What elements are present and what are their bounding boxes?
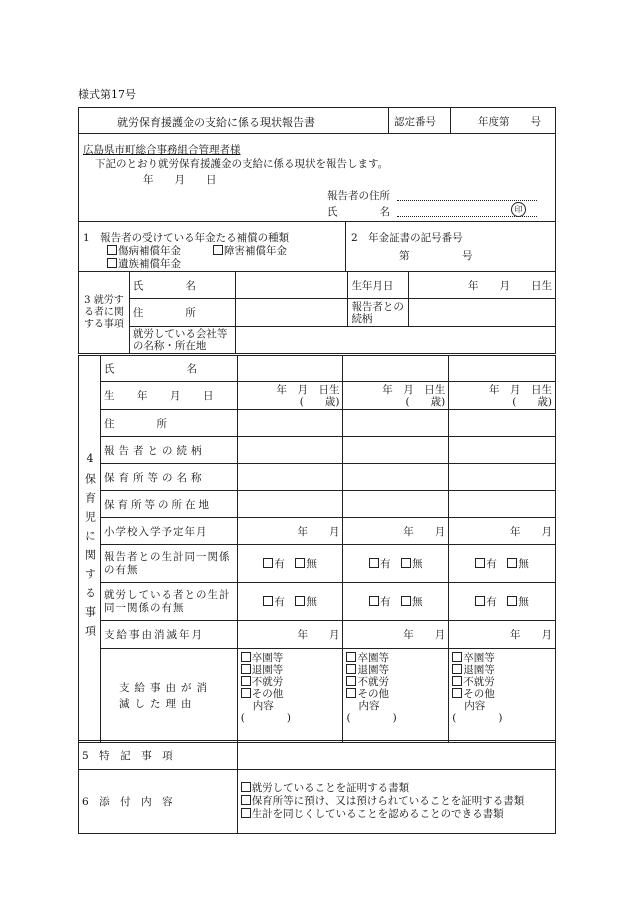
nursery-name-label: 保育所等の名称	[100, 464, 237, 491]
child1-end-date[interactable]: 年 月	[237, 621, 343, 649]
child-name-label: 氏 名	[100, 356, 237, 382]
child2-school-entry[interactable]: 年 月	[343, 518, 449, 545]
child3-end-date[interactable]: 年 月	[449, 621, 556, 649]
remarks-label: 5 特 記 事 項	[79, 741, 238, 770]
addressee: 広島県市町総合事務組合管理者様	[83, 144, 241, 156]
report-header	[78, 133, 556, 222]
child2-worker-household[interactable]: 有 無	[343, 583, 449, 621]
attachment-option-3[interactable]: 生計を同じくしていることを認めることのできる書類	[241, 808, 552, 821]
child2-birth[interactable]: 年 月 日生 ( 歳)	[343, 382, 449, 410]
title-row	[78, 107, 556, 134]
child3-nursery-name[interactable]	[449, 464, 556, 491]
nursery-address-label: 保育所等の所在地	[100, 491, 237, 518]
child1-birth[interactable]: 年 月 日生 ( 歳)	[237, 382, 343, 410]
child1-nursery-name[interactable]	[237, 464, 343, 491]
pension-type-title: 1 報告者の受けている年金たる補償の種類	[83, 232, 290, 244]
checkbox-disability-pension[interactable]: 障害補償年金	[213, 243, 287, 258]
child2-end-reason[interactable]: 卒園等 退園等 不就労 その他 内容 ( )	[343, 649, 449, 743]
child2-address[interactable]	[343, 410, 449, 437]
child3-address[interactable]	[449, 410, 556, 437]
child1-nursery-address[interactable]	[237, 491, 343, 518]
form-number: 様式第17号	[78, 88, 136, 101]
child2-relation[interactable]	[343, 437, 449, 464]
worker-household-label: 就労している者との生計同一関係の有無	[100, 583, 237, 621]
intro-text: 下記のとおり就労保育援護金の支給に係る現状を報告します。	[95, 158, 389, 170]
reporter-address-field[interactable]	[397, 188, 537, 201]
child3-name[interactable]	[449, 356, 556, 382]
child2-nursery-address[interactable]	[343, 491, 449, 518]
worker-birth-field[interactable]: 年 月 日生	[409, 272, 556, 299]
child-birth-label: 生 年 月 日	[100, 382, 237, 410]
worker-company-label: 就労している会社等の名称・所在地	[129, 327, 235, 354]
attachment-option-1[interactable]: 就労していることを証明する書類	[241, 782, 552, 795]
worker-address-label: 住 所	[129, 299, 235, 327]
school-entry-label: 小学校入学予定年月	[100, 518, 237, 545]
certificate-no-title: 2 年金証書の記号番号	[351, 232, 463, 244]
worker-birth-label: 生年月日	[348, 272, 409, 299]
child3-worker-household[interactable]: 有 無	[449, 583, 556, 621]
child1-name[interactable]	[237, 356, 343, 382]
worker-table	[78, 271, 556, 354]
attachments-label: 6 添 付 内 容	[79, 770, 238, 834]
checkbox-survivor-pension[interactable]: 遺族補償年金	[107, 256, 181, 271]
child2-nursery-name[interactable]	[343, 464, 449, 491]
child3-same-household[interactable]: 有 無	[449, 545, 556, 583]
same-household-label: 報告者との生計同一関係の有無	[100, 545, 237, 583]
form-title: 就労保育援護金の支給に係る現状報告書	[117, 116, 315, 129]
child2-same-household[interactable]: 有 無	[343, 545, 449, 583]
remarks-field[interactable]	[237, 741, 555, 770]
child1-worker-household[interactable]: 有 無	[237, 583, 343, 621]
report-date: 年 月 日	[143, 174, 217, 186]
child1-school-entry[interactable]: 年 月	[237, 518, 343, 545]
section-1-2	[78, 221, 556, 272]
child3-school-entry[interactable]: 年 月	[449, 518, 556, 545]
end-date-label: 支給事由消滅年月	[100, 621, 237, 649]
attachment-option-2[interactable]: 保育所等に預け、又は預けられていることを証明する書類	[241, 795, 552, 808]
worker-relation-field[interactable]	[409, 299, 556, 327]
child3-relation[interactable]	[449, 437, 556, 464]
child1-relation[interactable]	[237, 437, 343, 464]
certificate-no-value: 第 号	[399, 250, 473, 262]
worker-name-label: 氏 名	[129, 272, 235, 299]
worker-address-field[interactable]	[235, 299, 348, 327]
child-section-label: 4保育児に関する事項	[79, 356, 101, 743]
child2-end-date[interactable]: 年 月	[343, 621, 449, 649]
checkbox-injury-pension[interactable]: 傷病補償年金	[107, 243, 181, 258]
child3-birth[interactable]: 年 月 日生 ( 歳)	[449, 382, 556, 410]
child3-nursery-address[interactable]	[449, 491, 556, 518]
worker-name-field[interactable]	[235, 272, 348, 299]
child3-end-reason[interactable]: 卒園等 退園等 不就労 その他 内容 ( )	[449, 649, 556, 743]
seal-mark: 印	[511, 202, 526, 217]
child1-same-household[interactable]: 有 無	[237, 545, 343, 583]
child-relation-label: 報告者との続柄	[100, 437, 237, 464]
reporter-name-label: 氏 名	[327, 206, 390, 218]
approval-no-label: 認定番号	[394, 116, 436, 128]
year-no-label: 年度第 号	[478, 116, 541, 128]
remarks-table	[78, 740, 556, 834]
worker-section-label: 3 就労する者に関する事項	[79, 272, 130, 354]
child-table	[78, 355, 556, 743]
reporter-address-label: 報告者の住所	[327, 190, 390, 202]
attachments-list	[237, 770, 555, 834]
child-address-label: 住 所	[100, 410, 237, 437]
worker-company-field[interactable]	[235, 327, 555, 354]
child1-end-reason[interactable]: 卒園等 退園等 不就労 その他 内容 ( )	[237, 649, 343, 743]
child1-address[interactable]	[237, 410, 343, 437]
child2-name[interactable]	[343, 356, 449, 382]
worker-relation-label: 報告者との続柄	[348, 299, 409, 327]
end-reason-label: 支給事由が消滅した理由	[100, 649, 237, 743]
